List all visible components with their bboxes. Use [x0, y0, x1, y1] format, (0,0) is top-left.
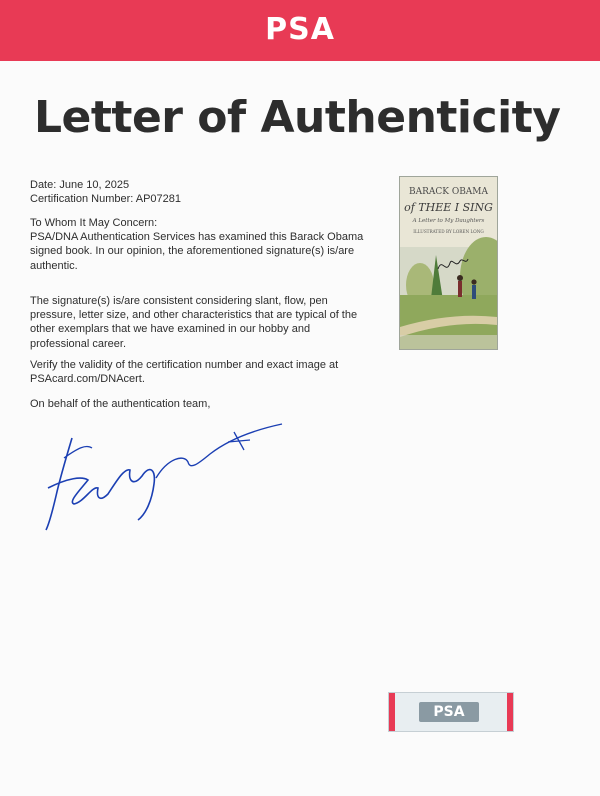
book-cover-illustration — [400, 177, 497, 349]
paragraph-examination: PSA/DNA Authentication Services has examined this Barack Obama signed book. In our opinion, the aforementioned signature(s) is/are authentic. — [30, 231, 364, 272]
letter-salutation-block — [30, 216, 365, 273]
psa-logo: PSA — [265, 12, 335, 47]
book-subtitle: A Letter to My Daughters — [412, 218, 485, 224]
book-illustrator: ILLUSTRATED BY LOREN LONG — [413, 229, 484, 234]
header-band — [0, 0, 600, 61]
authenticator-signature — [38, 418, 298, 533]
closing-line: On behalf of the authentication team, — [30, 398, 211, 410]
paragraph-verify: Verify the validity of the certification number and exact image at PSAcard.com/DNAcert. — [30, 359, 339, 386]
page-title: Letter of Authenticity — [34, 92, 561, 143]
signed-book-photo — [399, 176, 498, 350]
sticker-stripe-right — [507, 693, 513, 731]
book-title: of THEE I SING — [404, 201, 493, 214]
letter-date: Date: June 10, 2025 — [30, 179, 130, 191]
letter-meta — [30, 178, 365, 206]
sticker-stripe-left — [389, 693, 395, 731]
book-author: BARACK OBAMA — [408, 187, 489, 197]
certification-number: Certification Number: AP07281 — [30, 193, 182, 206]
hologram-sticker — [388, 692, 514, 732]
paragraph-consistency: The signature(s) is/are consistent considering slant, flow, pen pressure, letter size, and other characteristics that are typical of the other exemplars that we have examined in our hobby and professional career. — [30, 295, 358, 350]
salutation: To Whom It May Concern: — [30, 217, 158, 229]
sticker-psa-logo: PSA — [419, 702, 479, 722]
